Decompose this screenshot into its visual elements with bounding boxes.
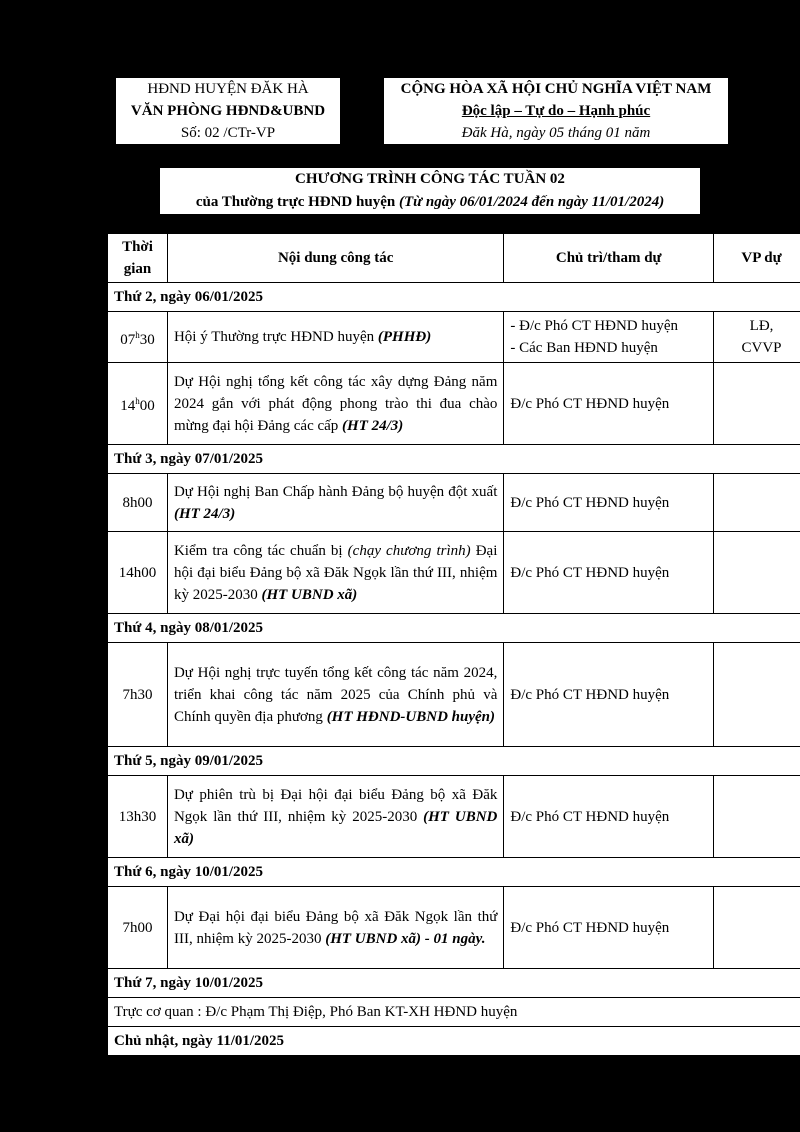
content-cell: Dự Hội nghị tổng kết công tác xây dựng Đảng năm 2024 gắn với phát động phong trào thi đua chào mừng đại hội Đảng các cấp (HT 24/3) — [167, 363, 503, 445]
content-cell: Dự Hội nghị Ban Chấp hành Đảng bộ huyện đột xuất (HT 24/3) — [167, 474, 503, 532]
header-right — [384, 78, 728, 144]
day-label: Chủ nhật, ngày 11/01/2025 — [108, 1027, 800, 1056]
day-row — [108, 283, 800, 312]
chair-cell: Đ/c Phó CT HĐND huyện — [504, 776, 714, 858]
table-row — [108, 474, 800, 532]
table-row — [108, 363, 800, 445]
national-motto: Độc lập – Tự do – Hạnh phúc — [461, 103, 651, 119]
chair-cell: Đ/c Phó CT HĐND huyện — [504, 474, 714, 532]
table-row — [108, 312, 800, 363]
agency-name: HĐND HUYỆN ĐĂK HÀ — [147, 81, 309, 97]
content-cell: Dự Hội nghị trực tuyến tổng kết công tác năm 2024, triển khai công tác năm 2025 của Chính phủ và Chính quyền địa phương (HT HĐND-UBND huyện) — [167, 643, 503, 747]
chair-cell: Đ/c Phó CT HĐND huyện — [504, 532, 714, 614]
title-line1: CHƯƠNG TRÌNH CÔNG TÁC TUẦN 02 — [295, 171, 565, 187]
chair-cell: Đ/c Phó CT HĐND huyện — [504, 643, 714, 747]
day-label: Thứ 3, ngày 07/01/2025 — [108, 445, 800, 474]
vp-cell: LĐ, CVVP — [714, 312, 800, 363]
time-cell: 7h00 — [108, 887, 168, 969]
document-number: Số: 02 /CTr-VP — [180, 125, 276, 141]
time-cell: 14h00 — [108, 532, 168, 614]
day-label: Thứ 5, ngày 09/01/2025 — [108, 747, 800, 776]
time-cell: 07$^h$30 — [108, 312, 168, 363]
duty-row — [108, 998, 800, 1027]
issue-date: Đăk Hà, ngày 05 tháng 01 năm — [461, 125, 651, 141]
title-line2 — [160, 191, 700, 214]
vp-cell — [714, 643, 800, 747]
day-row — [108, 614, 800, 643]
duty-cell: Trực cơ quan : Đ/c Phạm Thị Điệp, Phó Ban KT-XH HĐND huyện — [108, 998, 800, 1027]
day-label: Thứ 2, ngày 06/01/2025 — [108, 283, 800, 312]
content-cell: Dự Đại hội đại biểu Đảng bộ xã Đăk Ngọk lần thứ III, nhiệm kỳ 2025-2030 (HT UBND xã) - 01 ngày. — [167, 887, 503, 969]
header-left — [116, 78, 340, 144]
content-cell: Dự phiên trù bị Đại hội đại biểu Đảng bộ xã Đăk Ngọk lần thứ III, nhiệm kỳ 2025-2030 (HT UBND xã) — [167, 776, 503, 858]
day-row — [108, 747, 800, 776]
day-label: Thứ 6, ngày 10/01/2025 — [108, 858, 800, 887]
content-cell: Hội ý Thường trực HĐND huyện (PHHĐ) — [167, 312, 503, 363]
table-row — [108, 532, 800, 614]
time-cell: 14$^h$00 — [108, 363, 168, 445]
table-header-row — [108, 234, 800, 283]
table-row — [108, 643, 800, 747]
time-cell: 7h30 — [108, 643, 168, 747]
day-row — [108, 1027, 800, 1056]
vp-cell — [714, 776, 800, 858]
table-row — [108, 776, 800, 858]
time-cell: 8h00 — [108, 474, 168, 532]
chair-cell: Đ/c Phó CT HĐND huyện — [504, 887, 714, 969]
time-cell: 13h30 — [108, 776, 168, 858]
header-time: Thời gian — [108, 234, 168, 283]
vp-cell — [714, 532, 800, 614]
day-label: Thứ 7, ngày 10/01/2025 — [108, 969, 800, 998]
header-vp: VP dự — [714, 234, 800, 283]
vp-cell — [714, 363, 800, 445]
day-row — [108, 969, 800, 998]
chair-cell: Đ/c Phó CT HĐND huyện — [504, 363, 714, 445]
office-name: VĂN PHÒNG HĐND&UBND — [130, 103, 326, 119]
vp-cell — [714, 887, 800, 969]
day-label: Thứ 4, ngày 08/01/2025 — [108, 614, 800, 643]
national-title: CỘNG HÒA XÃ HỘI CHỦ NGHĨA VIỆT NAM — [400, 81, 712, 97]
day-row — [108, 858, 800, 887]
header-chair: Chủ trì/tham dự — [504, 234, 714, 283]
vp-cell — [714, 474, 800, 532]
table-row — [108, 887, 800, 969]
header-content: Nội dung công tác — [167, 234, 503, 283]
day-row — [108, 445, 800, 474]
chair-cell: - Đ/c Phó CT HĐND huyện - Các Ban HĐND huyện — [504, 312, 714, 363]
title-prefix: của Thường trực HĐND huyện — [195, 194, 396, 210]
schedule-table — [107, 233, 800, 1056]
document-title — [160, 168, 700, 214]
title-date-range: (Từ ngày 06/01/2024 đến ngày 11/01/2024) — [398, 194, 665, 210]
content-cell: Kiểm tra công tác chuẩn bị (chạy chương trình) Đại hội đại biểu Đảng bộ xã Đăk Ngọk lần thứ III, nhiệm kỳ 2025-2030 (HT UBND xã) — [167, 532, 503, 614]
